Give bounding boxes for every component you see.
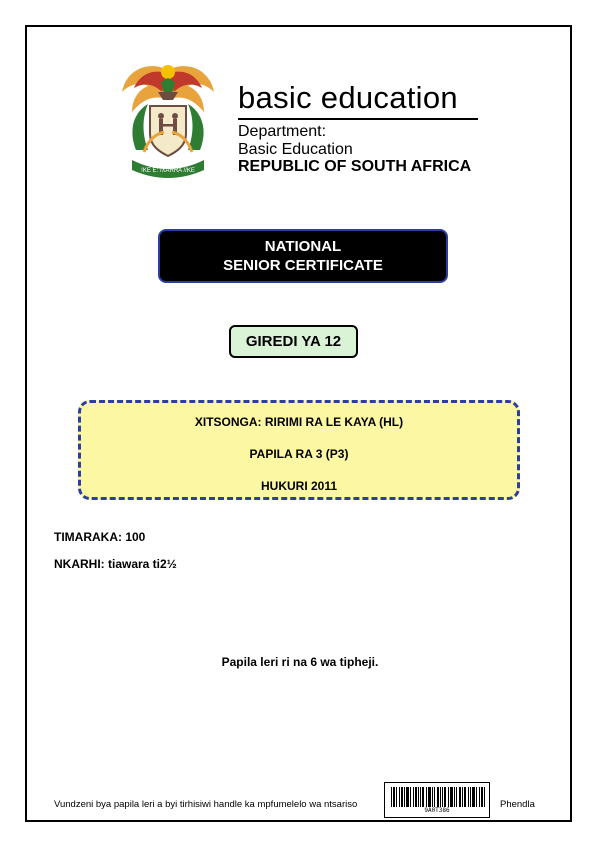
barcode-icon xyxy=(391,787,485,807)
grade-badge: GIREDI YA 12 xyxy=(229,325,358,358)
page-count-note: Papila leri ri na 6 wa tipheji. xyxy=(221,655,379,669)
barcode xyxy=(384,782,490,818)
total-marks: TIMARAKA: 100 xyxy=(54,530,146,544)
certificate-line-2: SENIOR CERTIFICATE xyxy=(223,257,383,274)
paper-number: PAPILA RA 3 (P3) xyxy=(249,447,349,461)
exam-duration: NKARHI: tiawara ti2½ xyxy=(54,557,177,571)
subject-title: XITSONGA: RIRIMI RA LE KAYA (HL) xyxy=(194,415,404,429)
exam-session: HUKURI 2011 xyxy=(260,479,338,493)
country-name: REPUBLIC OF SOUTH AFRICA xyxy=(238,158,472,175)
crest-motto: !KE E: /XARRA //KE xyxy=(141,168,195,174)
copyright-notice: Vundzeni bya papila leri a byi tirhisiwi handle ka mpfumelelo wa ntsariso xyxy=(54,799,358,810)
coat-of-arms-icon xyxy=(118,60,218,185)
department-label: Department: xyxy=(238,123,327,140)
certificate-banner xyxy=(158,229,448,283)
barcode-number: 9A0T386 xyxy=(424,807,450,814)
brand-divider xyxy=(238,118,478,120)
subject-box xyxy=(78,400,520,500)
certificate-line-1: NATIONAL xyxy=(264,238,342,255)
turn-over-label: Phendla xyxy=(500,799,535,810)
brand-title: basic education xyxy=(238,80,458,115)
department-name: Basic Education xyxy=(238,141,353,158)
